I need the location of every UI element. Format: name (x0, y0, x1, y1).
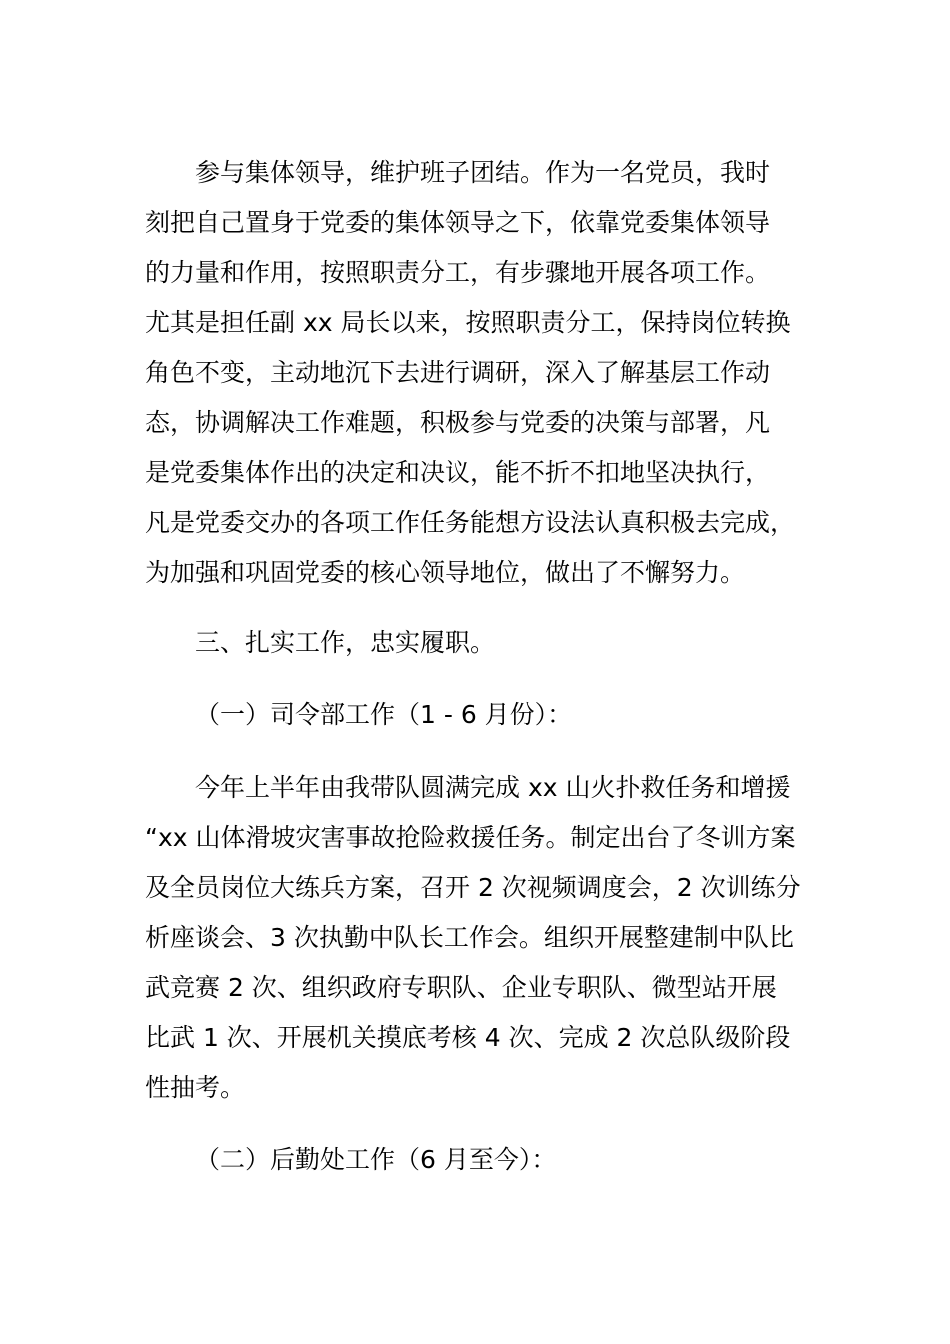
paragraph-1-line-5: 角色不变，主动地沉下去进行调研，深入了解基层工作动 (145, 358, 771, 387)
paragraph-2-line-1: 今年上半年由我带队圆满完成 xx 山火扑救任务和增援 (195, 773, 791, 802)
paragraph-2-line-4: 析座谈会、3 次执勤中队长工作会。组织开展整建制中队比 (145, 923, 794, 952)
paragraph-1-line-1: 参与集体领导，维护班子团结。作为一名党员，我时 (195, 158, 771, 187)
paragraph-2-line-6: 比武 1 次、开展机关摸底考核 4 次、完成 2 次总队级阶段 (145, 1023, 791, 1052)
paragraph-1-line-6: 态，协调解决工作难题，积极参与党委的决策与部署，凡 (145, 408, 771, 437)
subheading-1: （一）司令部工作（1 - 6 月份）： (195, 700, 573, 729)
paragraph-1-line-2: 刻把自己置身于党委的集体领导之下，依靠党委集体领导 (145, 208, 771, 237)
section-heading-3: 三、扎实工作，忠实履职。 (195, 628, 496, 657)
paragraph-2-line-3: 及全员岗位大练兵方案，召开 2 次视频调度会，2 次训练分 (145, 873, 801, 902)
paragraph-1-line-3: 的力量和作用，按照职责分工，有步骤地开展各项工作。 (145, 258, 771, 287)
paragraph-2-line-5: 武竞赛 2 次、组织政府专职队、企业专职队、微型站开展 (145, 973, 777, 1002)
subheading-2: （二）后勤处工作（6 月至今）： (195, 1145, 557, 1174)
paragraph-1-line-4: 尤其是担任副 xx 局长以来，按照职责分工，保持岗位转换 (145, 308, 791, 337)
paragraph-2-line-2: “xx 山体滑坡灾害事故抢险救援任务。制定出台了冬训方案 (145, 823, 796, 852)
paragraph-1-line-7: 是党委集体作出的决定和决议，能不折不扣地坚决执行， (145, 458, 771, 487)
paragraph-1-line-8: 凡是党委交办的各项工作任务能想方设法认真积极去完成， (145, 508, 796, 537)
paragraph-2-line-7: 性抽考。 (145, 1073, 246, 1102)
paragraph-1-line-9: 为加强和巩固党委的核心领导地位，做出了不懈努力。 (145, 558, 746, 587)
